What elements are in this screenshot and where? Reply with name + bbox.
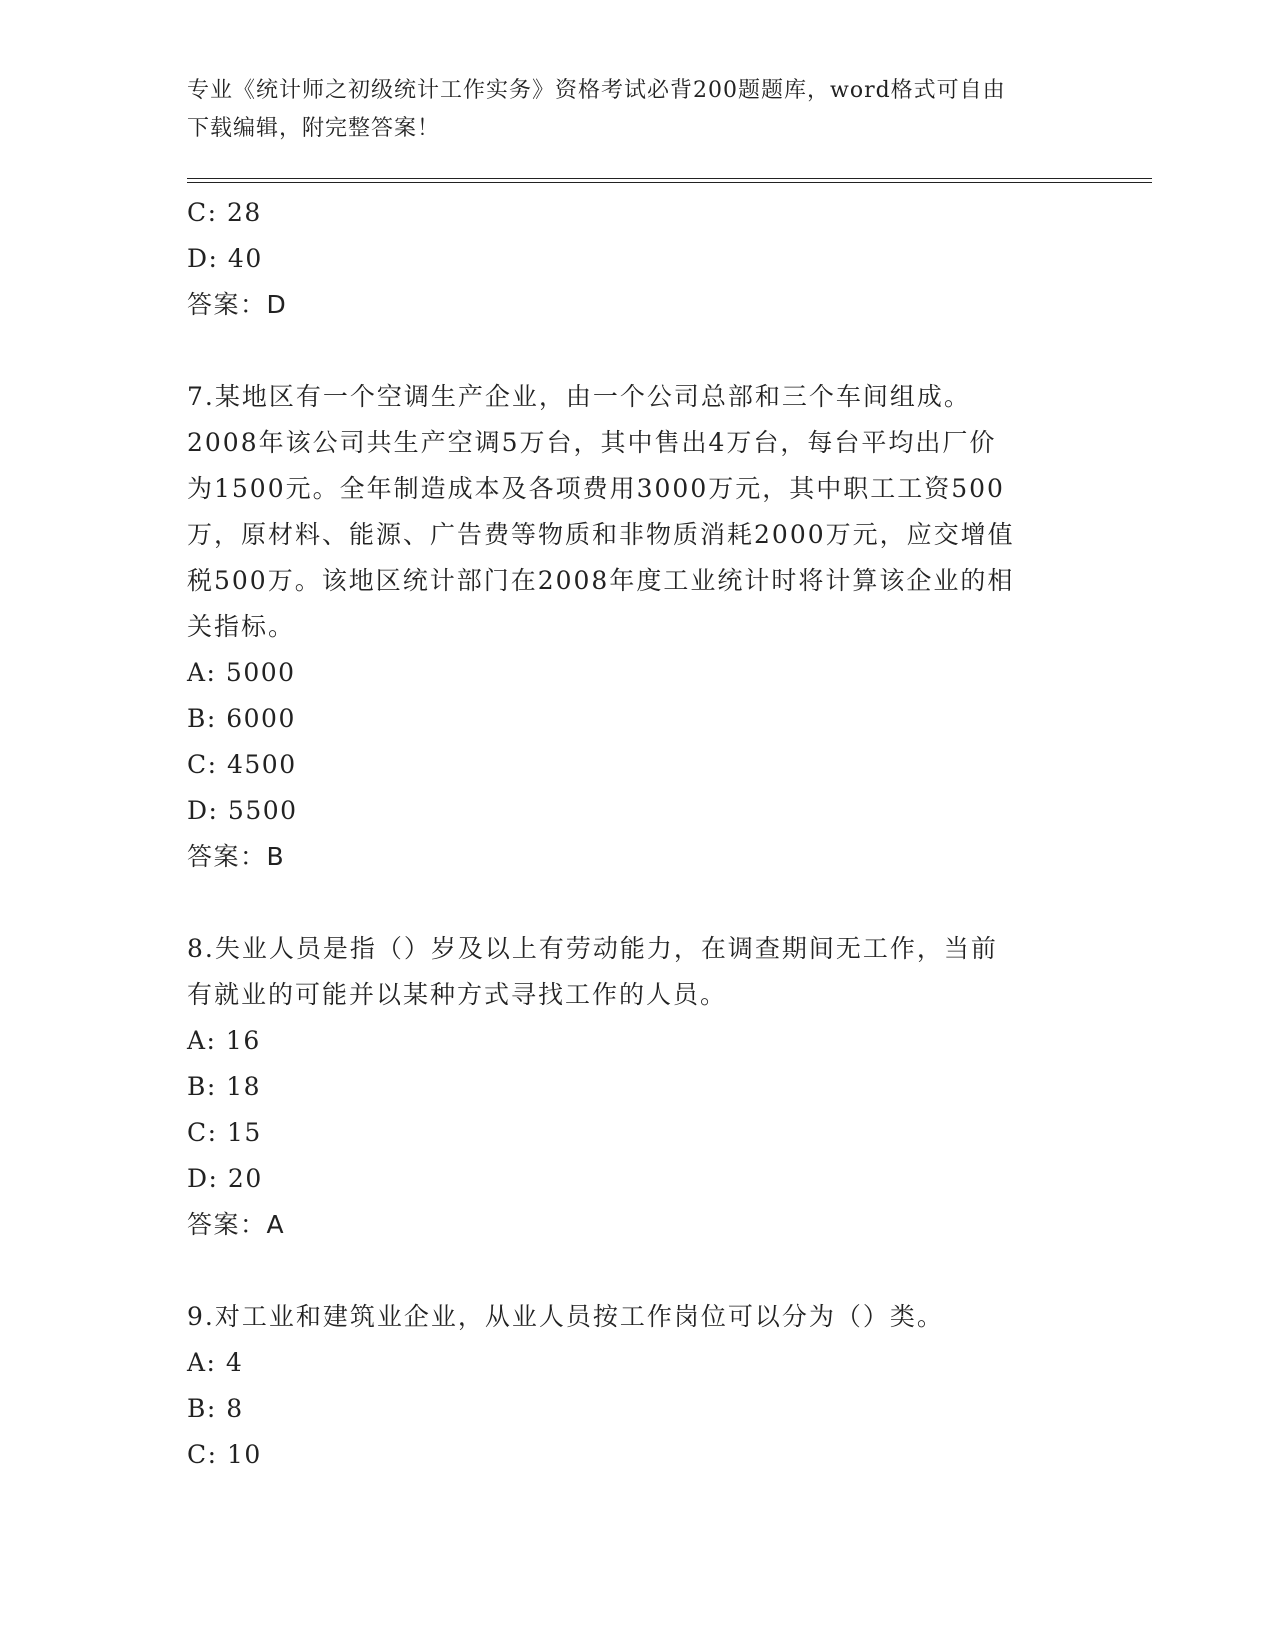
question-9 (187, 1294, 1087, 1478)
question-8 (187, 926, 1087, 1248)
stem-line: 有就业的可能并以某种方式寻找工作的人员。 (187, 980, 728, 1009)
option-b: B: 8 (187, 1394, 244, 1423)
question-7 (187, 374, 1087, 880)
header-rule-bottom (187, 182, 1152, 183)
option-d: D: 40 (187, 244, 263, 273)
question-6-continued (187, 190, 1087, 328)
stem-line: 万，原材料、能源、广告费等物质和非物质消耗2000万元，应交增值 (187, 520, 1015, 549)
option-d: D: 20 (187, 1164, 263, 1193)
header-line-2: 下载编辑，附完整答案！ (187, 116, 441, 141)
document-body (187, 190, 1087, 1478)
page-header (187, 72, 1067, 148)
option-c: C: 10 (187, 1440, 262, 1469)
option-a: A: 4 (187, 1348, 244, 1377)
question-stem (187, 374, 1077, 650)
option-c: C: 28 (187, 198, 262, 227)
stem-line: 2008年该公司共生产空调5万台，其中售出4万台，每台平均出厂价 (187, 428, 997, 457)
question-stem (187, 1294, 1077, 1340)
option-a: A: 5000 (187, 658, 296, 687)
answer-line: 答案：A (187, 1210, 286, 1239)
option-b: B: 18 (187, 1072, 262, 1101)
option-d: D: 5500 (187, 796, 298, 825)
stem-line: 9.对工业和建筑业企业，从业人员按工作岗位可以分为（）类。 (187, 1302, 944, 1331)
header-line-1: 专业《统计师之初级统计工作实务》资格考试必背200题题库，word格式可自由 (187, 78, 1006, 103)
question-stem (187, 926, 1077, 1018)
stem-line: 8.失业人员是指（）岁及以上有劳动能力，在调查期间无工作，当前 (187, 934, 998, 963)
option-c: C: 15 (187, 1118, 262, 1147)
option-c: C: 4500 (187, 750, 297, 779)
stem-line: 税500万。该地区统计部门在2008年度工业统计时将计算该企业的相 (187, 566, 1015, 595)
answer-line: 答案：D (187, 290, 288, 319)
option-b: B: 6000 (187, 704, 296, 733)
answer-line: 答案：B (187, 842, 286, 871)
header-rule-top (187, 178, 1152, 179)
stem-line: 7.某地区有一个空调生产企业，由一个公司总部和三个车间组成。 (187, 382, 971, 411)
option-a: A: 16 (187, 1026, 261, 1055)
stem-line: 关指标。 (187, 612, 296, 641)
stem-line: 为1500元。全年制造成本及各项费用3000万元，其中职工工资500 (187, 474, 1005, 503)
